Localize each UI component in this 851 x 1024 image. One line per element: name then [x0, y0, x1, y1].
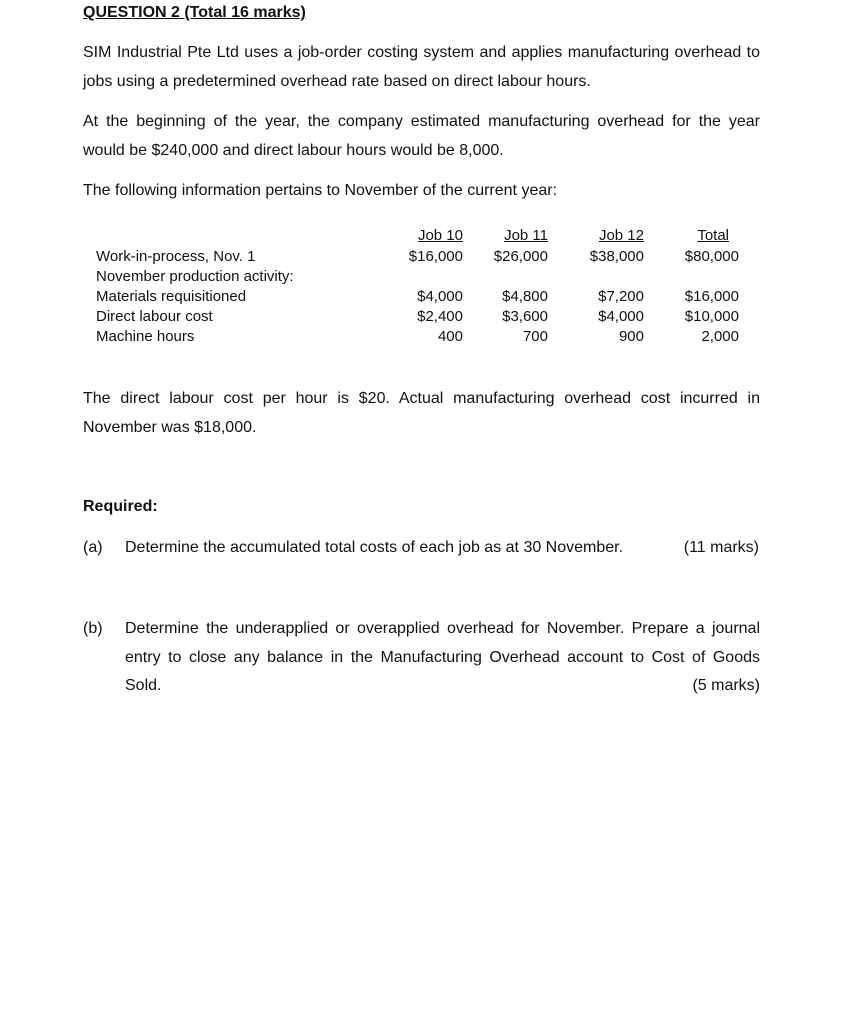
part-a-label: (a) [83, 539, 103, 556]
table-cell: $2,400 [417, 308, 463, 325]
table-header-total: Total [697, 227, 729, 244]
table-cell: $16,000 [408, 248, 463, 265]
job-cost-table [96, 226, 756, 356]
part-b-text: Determine the underapplied or overapplied overhead for November. Prepare a journal entry to close any balance in the Manufacturing Overhead account to Cost of Goods Sold. [125, 620, 760, 694]
table-header-job-10: Job 10 [417, 227, 463, 244]
table-cell: 2,000 [701, 328, 739, 345]
table-cell: $38,000 [589, 248, 644, 265]
table-cell: $80,000 [684, 248, 739, 265]
estimate-paragraph: At the beginning of the year, the company estimated manufacturing overhead for the year would be $240,000 and direct labour hours would be 8,000. [83, 113, 760, 159]
part-a-text: Determine the accumulated total costs of each job as at 30 November. [125, 539, 624, 556]
table-cell: $4,000 [598, 308, 644, 325]
info-paragraph: The following information pertains to November of the current year: [83, 182, 558, 199]
table-cell: 700 [522, 328, 548, 345]
row-label-direct-labour: Direct labour cost [96, 308, 213, 325]
table-cell: $7,200 [598, 288, 644, 305]
table-header-job-12: Job 12 [598, 227, 644, 244]
table-cell: $4,800 [502, 288, 548, 305]
table-cell: 900 [618, 328, 644, 345]
table-cell: 400 [437, 328, 463, 345]
row-label-machine-hours: Machine hours [96, 328, 195, 345]
intro-paragraph: SIM Industrial Pte Ltd uses a job-order costing system and applies manufacturing overhead to jobs using a predetermined overhead rate based on direct labour hours. [83, 44, 760, 90]
table-cell: $10,000 [684, 308, 739, 325]
table-cell: $3,600 [502, 308, 548, 325]
row-label-production-activity: November production activity: [96, 268, 294, 285]
row-label-materials: Materials requisitioned [96, 288, 247, 305]
question-title: QUESTION 2 (Total 16 marks) [83, 4, 306, 21]
table-cell: $16,000 [684, 288, 739, 305]
table-cell: $26,000 [493, 248, 548, 265]
part-b-label: (b) [83, 620, 103, 637]
row-label-wip: Work-in-process, Nov. 1 [96, 248, 256, 265]
table-cell: $4,000 [417, 288, 463, 305]
labour-overhead-paragraph: The direct labour cost per hour is $20. Actual manufacturing overhead cost incurred in November was $18,000. [83, 390, 760, 436]
part-a-marks: (11 marks) [683, 539, 759, 556]
required-heading: Required: [83, 498, 158, 515]
table-header-job-11: Job 11 [504, 227, 548, 244]
part-b-marks: (5 marks) [692, 677, 760, 694]
part-b-block [125, 615, 760, 701]
